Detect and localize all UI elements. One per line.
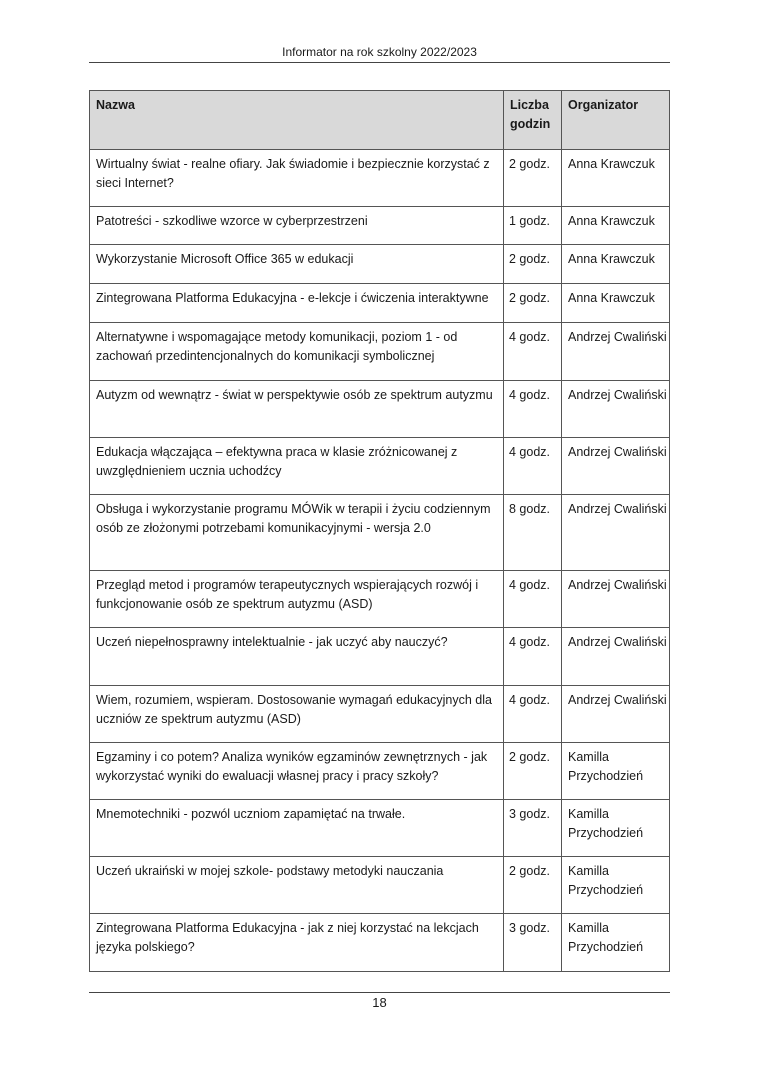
table-row [90, 686, 670, 743]
course-name: Obsługa i wykorzystanie programu MÓWik w terapii i życiu codziennym osób ze złożonymi potrzebami komunikacyjnymi - wersja 2.0 [90, 495, 504, 571]
header-divider [89, 62, 670, 63]
course-hours: 2 godz. [504, 857, 562, 914]
table-row [90, 323, 670, 381]
course-hours: 1 godz. [504, 207, 562, 245]
course-organizer: Andrzej Cwaliński [562, 571, 670, 628]
course-hours: 4 godz. [504, 438, 562, 495]
table-row [90, 438, 670, 495]
course-hours: 3 godz. [504, 914, 562, 972]
courses-table [89, 90, 670, 972]
course-hours: 4 godz. [504, 571, 562, 628]
course-organizer: Kamilla Przychodzień [562, 914, 670, 972]
course-hours: 4 godz. [504, 686, 562, 743]
course-organizer: Anna Krawczuk [562, 284, 670, 323]
table-row [90, 857, 670, 914]
course-name: Egzaminy i co potem? Analiza wyników egzaminów zewnętrznych - jak wykorzystać wyniki do ewaluacji własnej pracy i pracy szkoły? [90, 743, 504, 800]
course-organizer: Andrzej Cwaliński [562, 495, 670, 571]
course-hours: 2 godz. [504, 284, 562, 323]
course-organizer: Kamilla Przychodzień [562, 857, 670, 914]
column-header-organizer: Organizator [562, 91, 670, 150]
course-organizer: Andrzej Cwaliński [562, 438, 670, 495]
course-hours: 4 godz. [504, 381, 562, 438]
table-row [90, 743, 670, 800]
course-organizer: Anna Krawczuk [562, 245, 670, 284]
column-header-hours: Liczba godzin [504, 91, 562, 150]
course-hours: 2 godz. [504, 150, 562, 207]
course-hours: 4 godz. [504, 323, 562, 381]
table-row [90, 571, 670, 628]
table-row [90, 381, 670, 438]
course-organizer: Kamilla Przychodzień [562, 800, 670, 857]
course-name: Wiem, rozumiem, wspieram. Dostosowanie wymagań edukacyjnych dla uczniów ze spektrum autyzmu (ASD) [90, 686, 504, 743]
page-header: Informator na rok szkolny 2022/2023 [282, 45, 477, 59]
table-row [90, 207, 670, 245]
page-number: 18 [372, 995, 387, 1010]
course-name: Przegląd metod i programów terapeutycznych wspierających rozwój i funkcjonowanie osób ze spektrum autyzmu (ASD) [90, 571, 504, 628]
course-name: Alternatywne i wspomagające metody komunikacji, poziom 1 - od zachowań przedintencjonalnych do komunikacji symbolicznej [90, 323, 504, 381]
course-organizer: Anna Krawczuk [562, 150, 670, 207]
table-header-row [90, 91, 670, 150]
course-hours: 2 godz. [504, 743, 562, 800]
footer-divider [89, 992, 670, 993]
course-organizer: Andrzej Cwaliński [562, 381, 670, 438]
course-name: Autyzm od wewnątrz - świat w perspektywie osób ze spektrum autyzmu [90, 381, 504, 438]
course-hours: 8 godz. [504, 495, 562, 571]
course-name: Zintegrowana Platforma Edukacyjna - e-lekcje i ćwiczenia interaktywne [90, 284, 504, 323]
course-name: Mnemotechniki - pozwól uczniom zapamiętać na trwałe. [90, 800, 504, 857]
course-name: Uczeń niepełnosprawny intelektualnie - jak uczyć aby nauczyć? [90, 628, 504, 686]
course-name: Zintegrowana Platforma Edukacyjna - jak z niej korzystać na lekcjach języka polskiego? [90, 914, 504, 972]
column-header-name: Nazwa [90, 91, 504, 150]
course-hours: 2 godz. [504, 245, 562, 284]
table-row [90, 914, 670, 972]
table-row [90, 245, 670, 284]
course-name: Patotreści - szkodliwe wzorce w cyberprzestrzeni [90, 207, 504, 245]
course-organizer: Andrzej Cwaliński [562, 628, 670, 686]
course-organizer: Andrzej Cwaliński [562, 323, 670, 381]
course-organizer: Kamilla Przychodzień [562, 743, 670, 800]
course-name: Wykorzystanie Microsoft Office 365 w edukacji [90, 245, 504, 284]
table-row [90, 284, 670, 323]
course-organizer: Anna Krawczuk [562, 207, 670, 245]
course-hours: 4 godz. [504, 628, 562, 686]
table-row [90, 800, 670, 857]
course-organizer: Andrzej Cwaliński [562, 686, 670, 743]
table-row [90, 495, 670, 571]
course-hours: 3 godz. [504, 800, 562, 857]
table-row [90, 150, 670, 207]
course-name: Wirtualny świat - realne ofiary. Jak świadomie i bezpiecznie korzystać z sieci Internet? [90, 150, 504, 207]
table-row [90, 628, 670, 686]
course-name: Edukacja włączająca – efektywna praca w klasie zróżnicowanej z uwzględnieniem ucznia uchodźcy [90, 438, 504, 495]
course-name: Uczeń ukraiński w mojej szkole- podstawy metodyki nauczania [90, 857, 504, 914]
